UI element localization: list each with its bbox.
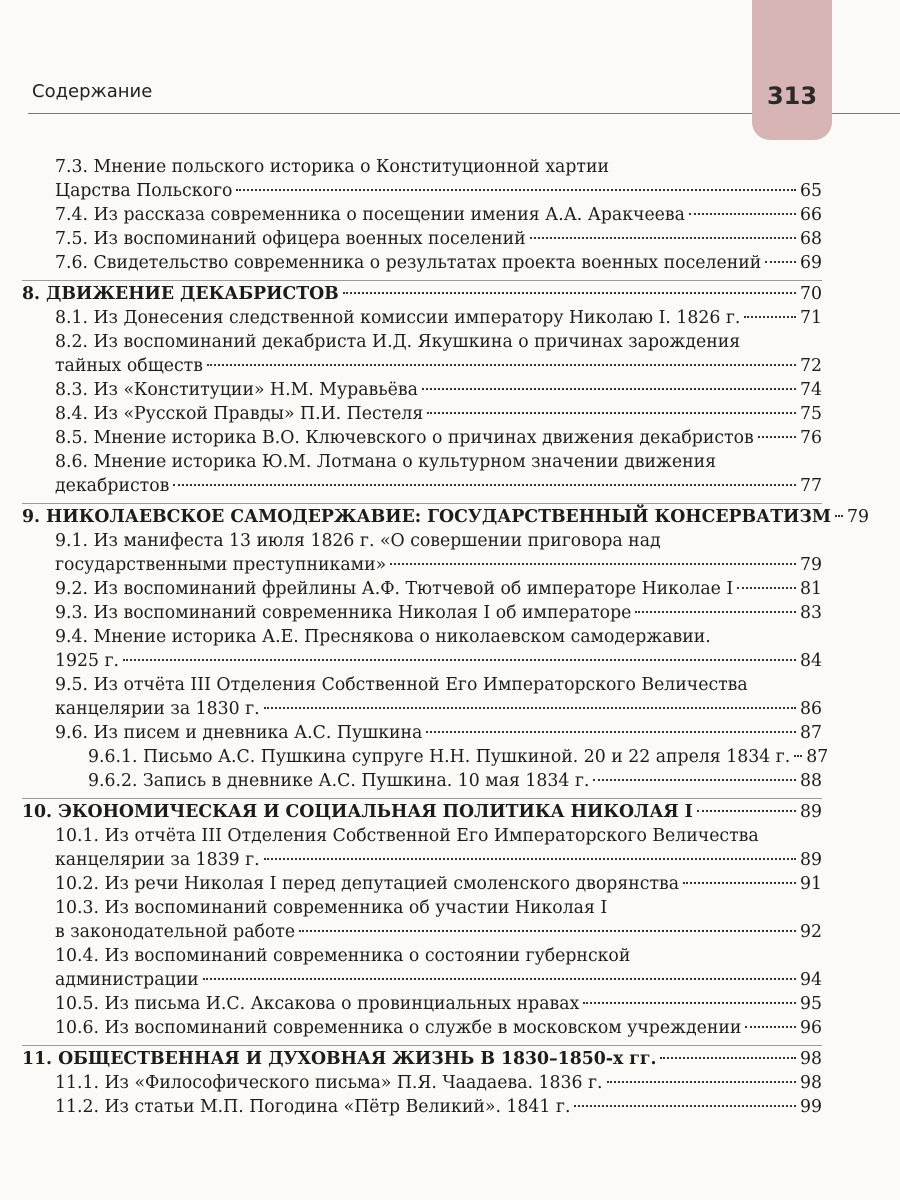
toc-entry	[22, 601, 822, 625]
dot-leader	[683, 882, 796, 884]
toc-line	[55, 649, 822, 673]
toc-entry	[22, 402, 822, 426]
dot-leader	[207, 364, 796, 366]
toc-page-number: 96	[800, 1018, 822, 1038]
toc-entry	[22, 769, 822, 793]
dot-leader	[264, 858, 796, 860]
toc-entry-title: 7.5. Из воспоминаний офицера военных поселений	[55, 229, 526, 249]
toc-entry-title: 8.6. Мнение историка Ю.М. Лотмана о культурном значении движения	[55, 452, 717, 472]
dot-leader	[607, 1081, 797, 1083]
dot-leader	[427, 412, 796, 414]
toc-entry	[22, 330, 822, 378]
toc-entry	[22, 721, 822, 745]
toc-entry-title-cont: канцелярии за 1830 г.	[55, 699, 260, 719]
toc-entry	[22, 378, 822, 402]
dot-leader	[390, 563, 796, 565]
toc-line	[55, 354, 822, 378]
toc-entry	[22, 896, 822, 944]
toc-entry-title-cont: 1925 г.	[55, 651, 120, 671]
toc-entry-title: 11.2. Из статьи М.П. Погодина «Пётр Великий». 1841 г.	[55, 1097, 571, 1117]
toc-entry	[22, 1095, 822, 1119]
toc-entry-title-cont: государственными преступниками»	[55, 555, 387, 575]
toc-page-number: 65	[800, 181, 822, 201]
toc-entry-title: 11.1. Из «Философического письма» П.Я. Чаадаева. 1836 г.	[55, 1073, 603, 1093]
toc-page-number: 71	[800, 308, 822, 328]
toc-line	[55, 203, 822, 227]
toc-line	[55, 601, 822, 625]
toc-line	[55, 474, 822, 498]
toc-line	[55, 1071, 822, 1095]
toc-entry-title: 9.2. Из воспоминаний фрейлины А.Ф. Тютчевой об императоре Николае I	[55, 579, 734, 599]
toc-line	[55, 402, 822, 426]
toc-entry-title: 10. ЭКОНОМИЧЕСКАЯ И СОЦИАЛЬНАЯ ПОЛИТИКА НИКОЛАЯ I	[22, 802, 693, 822]
toc-entry	[22, 992, 822, 1016]
toc-entry	[22, 251, 822, 275]
running-title: Содержание	[32, 81, 153, 102]
toc-page-number: 91	[800, 874, 822, 894]
dot-leader	[203, 978, 796, 980]
toc-line	[55, 553, 822, 577]
chapter-divider	[22, 1045, 822, 1046]
toc-entry-title: 9. НИКОЛАЕВСКОЕ САМОДЕРЖАВИЕ: ГОСУДАРСТВЕННЫЙ КОНСЕРВАТИЗМ	[22, 507, 831, 527]
toc-page-number: 66	[800, 205, 822, 225]
toc-page-number: 68	[800, 229, 822, 249]
toc-page-number: 87	[806, 747, 829, 767]
dot-leader	[123, 659, 796, 661]
chapter-divider	[22, 798, 822, 799]
toc-entry	[22, 426, 822, 450]
table-of-contents	[22, 155, 869, 1119]
dot-leader	[426, 731, 796, 733]
toc-line	[55, 872, 822, 896]
dot-leader	[660, 1057, 796, 1059]
toc-page-number: 94	[800, 970, 822, 990]
toc-line	[88, 769, 822, 793]
toc-page-number: 74	[800, 380, 822, 400]
chapter-divider	[22, 280, 822, 281]
toc-page-number: 87	[800, 723, 822, 743]
dot-leader	[593, 779, 796, 781]
toc-page-number: 79	[846, 507, 869, 527]
toc-entry	[22, 529, 822, 577]
toc-entry-title-cont: канцелярии за 1839 г.	[55, 850, 260, 870]
toc-page-number: 84	[800, 651, 822, 671]
toc-entry-title: 9.4. Мнение историка А.Е. Преснякова о николаевском самодержавии.	[55, 627, 711, 647]
toc-entry-title: 9.6. Из писем и дневника А.С. Пушкина	[55, 723, 423, 743]
toc-page-number: 72	[800, 356, 822, 376]
dot-leader	[583, 1002, 796, 1004]
toc-line	[55, 697, 822, 721]
page-number-tab	[752, 0, 832, 140]
toc-page-number: 95	[800, 994, 822, 1014]
toc-entry	[22, 155, 822, 203]
toc-entry-title-cont: Царства Польского	[55, 181, 233, 201]
toc-line	[55, 426, 822, 450]
toc-line	[55, 378, 822, 402]
dot-leader	[264, 707, 796, 709]
dot-leader	[422, 388, 796, 390]
dot-leader	[173, 484, 796, 486]
toc-page-number: 92	[800, 922, 822, 942]
toc-page-number: 69	[800, 253, 822, 273]
toc-entry	[22, 625, 822, 673]
dot-leader	[635, 611, 796, 613]
toc-entry	[22, 673, 822, 721]
toc-entry	[22, 306, 822, 330]
toc-entry-title: 9.6.1. Письмо А.С. Пушкина супруге Н.Н. Пушкиной. 20 и 22 апреля 1834 г.	[88, 747, 791, 767]
toc-entry-title: 8.5. Мнение историка В.О. Ключевского о причинах движения декабристов	[55, 428, 754, 448]
dot-leader	[758, 436, 796, 438]
toc-line	[55, 920, 822, 944]
toc-line	[55, 577, 822, 601]
toc-line	[55, 227, 822, 251]
toc-line	[55, 179, 822, 203]
toc-entry	[22, 1016, 822, 1040]
toc-entry-title-cont: администрации	[55, 970, 199, 990]
toc-page-number: 81	[800, 579, 822, 599]
chapter-divider	[22, 503, 822, 504]
toc-page-number: 79	[800, 555, 822, 575]
toc-entry-title: 9.1. Из манифеста 13 июля 1826 г. «О совершении приговора над	[55, 531, 661, 551]
toc-line	[22, 1047, 822, 1071]
dot-leader	[745, 1026, 796, 1028]
toc-line	[55, 251, 822, 275]
dot-leader	[765, 261, 796, 263]
toc-entry	[22, 824, 822, 872]
toc-entry-title-cont: декабристов	[55, 476, 170, 496]
toc-entry-title-cont: тайных обществ	[55, 356, 203, 376]
toc-entry-title: 8.2. Из воспоминаний декабриста И.Д. Якушкина о причинах зарождения	[55, 332, 741, 352]
toc-entry-title-cont: в законодательной работе	[55, 922, 296, 942]
toc-entry-title: 10.4. Из воспоминаний современника о состоянии губернской	[55, 946, 631, 966]
toc-line	[22, 505, 869, 529]
toc-page-number: 89	[800, 850, 822, 870]
toc-entry	[22, 745, 829, 769]
dot-leader	[343, 292, 796, 294]
page-number: 313	[766, 82, 818, 110]
toc-entry-title: 10.1. Из отчёта III Отделения Собственной Его Императорского Величества	[55, 826, 759, 846]
toc-page-number: 86	[800, 699, 822, 719]
toc-entry-title: 10.5. Из письма И.С. Аксакова о провинциальных нравах	[55, 994, 580, 1014]
toc-line	[55, 992, 822, 1016]
toc-page-number: 77	[800, 476, 822, 496]
toc-entry-title: 9.6.2. Запись в дневнике А.С. Пушкина. 10 мая 1834 г.	[88, 771, 590, 791]
toc-page-number: 98	[800, 1073, 822, 1093]
toc-page-number: 99	[800, 1097, 822, 1117]
toc-chapter	[22, 280, 822, 306]
toc-line	[55, 721, 822, 745]
dot-leader	[737, 587, 796, 589]
dot-leader	[835, 515, 843, 517]
toc-entry	[22, 1071, 822, 1095]
toc-chapter	[22, 503, 869, 529]
toc-line	[22, 800, 822, 824]
dot-leader	[689, 213, 796, 215]
toc-entry	[22, 450, 822, 498]
toc-line	[55, 848, 822, 872]
dot-leader	[299, 930, 796, 932]
toc-entry-title: 9.5. Из отчёта III Отделения Собственной Его Императорского Величества	[55, 675, 748, 695]
toc-entry	[22, 577, 822, 601]
toc-page-number: 88	[800, 771, 822, 791]
toc-entry-title: 7.4. Из рассказа современника о посещении имения А.А. Аракчеева	[55, 205, 685, 225]
toc-entry-title: 8.4. Из «Русской Правды» П.И. Пестеля	[55, 404, 424, 424]
toc-entry-title: 9.3. Из воспоминаний современника Николая I об императоре	[55, 603, 632, 623]
toc-entry	[22, 203, 822, 227]
toc-line	[55, 968, 822, 992]
toc-line	[55, 1016, 822, 1040]
toc-entry-title: 10.2. Из речи Николая I перед депутацией смоленского дворянства	[55, 874, 680, 894]
toc-line	[88, 745, 829, 769]
toc-chapter	[22, 1045, 822, 1071]
toc-entry-title: 10.3. Из воспоминаний современника об участии Николая I	[55, 898, 608, 918]
dot-leader	[794, 755, 802, 757]
toc-page-number: 89	[800, 802, 822, 822]
dot-leader	[697, 810, 796, 812]
dot-leader	[530, 237, 796, 239]
toc-entry	[22, 227, 822, 251]
toc-line	[55, 1095, 822, 1119]
dot-leader	[236, 189, 796, 191]
toc-entry-title: 8.3. Из «Конституции» Н.М. Муравьёва	[55, 380, 418, 400]
toc-chapter	[22, 798, 822, 824]
toc-entry-title: 7.6. Свидетельство современника о результатах проекта военных поселений	[55, 253, 762, 273]
toc-entry-title: 7.3. Мнение польского историка о Конституционной хартии	[55, 157, 610, 177]
dot-leader	[574, 1105, 796, 1107]
toc-page-number: 98	[800, 1049, 822, 1069]
toc-entry-title: 11. ОБЩЕСТВЕННАЯ И ДУХОВНАЯ ЖИЗНЬ В 1830–1850-х гг.	[22, 1049, 657, 1069]
toc-page-number: 83	[800, 603, 822, 623]
toc-line	[55, 306, 822, 330]
toc-page-number: 76	[800, 428, 822, 448]
toc-page-number: 70	[800, 284, 822, 304]
toc-entry-title: 8. ДВИЖЕНИЕ ДЕКАБРИСТОВ	[22, 284, 339, 304]
toc-entry	[22, 944, 822, 992]
toc-line	[22, 282, 822, 306]
dot-leader	[744, 316, 796, 318]
toc-entry	[22, 872, 822, 896]
toc-page-number: 75	[800, 404, 822, 424]
toc-entry-title: 8.1. Из Донесения следственной комиссии императору Николаю I. 1826 г.	[55, 308, 741, 328]
toc-entry-title: 10.6. Из воспоминаний современника о службе в московском учреждении	[55, 1018, 742, 1038]
